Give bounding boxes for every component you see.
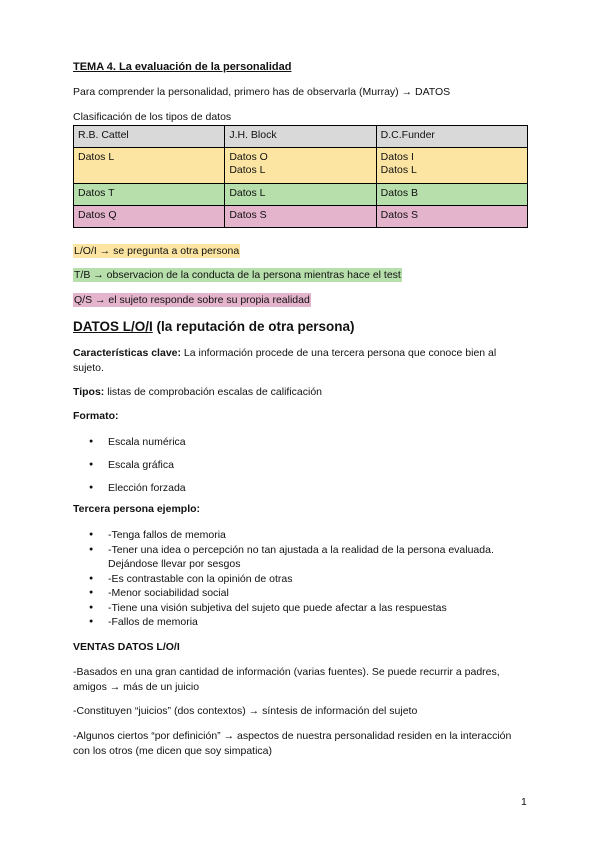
list-item: ● -Tenga fallos de memoria [73,528,528,543]
table-cell: Datos I Datos L [376,148,527,184]
ventas-paragraph-1: -Basados en una gran cantidad de información (varias fuentes). Se puede recurrir a padres, amigos → más de un juicio [73,666,500,693]
legend-qs: Q/S → el sujeto responde sobre su propia realidad [74,294,310,306]
ventas-label: VENTAS DATOS L/O/I [73,641,180,653]
caracteristicas-text: La información procede de una tercera persona que conoce bien al sujeto. [73,347,497,374]
document-title: TEMA 4. La evaluación de la personalidad [73,61,292,73]
table-cell: Datos T [74,184,225,206]
legend-lo: L/O/I → se pregunta a otra persona [74,245,240,257]
data-types-table [73,125,528,228]
intro-paragraph: Para comprender la personalidad, primero has de observarla (Murray) → DATOS [73,86,451,98]
table-header-cell: J.H. Block [225,126,376,148]
table-row [74,148,528,184]
ventas-paragraph-3: -Algunos ciertos “por definición” → aspectos de nuestra personalidad residen en la interacción con los otros (me dicen que soy simpatica) [73,730,512,757]
ventas-paragraph-2: -Constituyen “juicios” (dos contextos) → síntesis de información del sujeto [73,705,418,717]
table-cell: Datos B [376,184,527,206]
list-item: ● Escala numérica [73,435,528,450]
section-heading-sub: (la reputación de otra persona) [152,319,355,334]
tipos-paragraph [73,385,322,400]
list-item: ● Escala gráfica [73,458,528,473]
tercera-label: Tercera persona ejemplo: [73,503,201,515]
caracteristicas-label: Características clave: [73,347,181,359]
table-cell: Datos L [225,184,376,206]
classification-label: Clasificación de los tipos de datos [73,111,232,123]
tipos-label: Tipos: [73,386,105,398]
section-heading [73,319,355,334]
table-cell: Datos S [225,206,376,228]
table-header-cell: R.B. Cattel [74,126,225,148]
list-item: ● Elección forzada [73,481,528,496]
tercera-list [73,528,528,630]
list-item: ● -Es contrastable con la opinión de otras [73,572,528,587]
section-heading-main: DATOS L/O/I [73,319,153,334]
table-row [74,184,528,206]
formato-label: Formato: [73,410,119,422]
table-cell: Datos O Datos L [225,148,376,184]
tipos-text: listas de comprobación escalas de calificación [104,386,323,398]
formato-list [73,435,528,504]
list-item: ● -Tener una idea o percepción no tan ajustada a la realidad de la persona evaluada. Dejándose llevar por sesgos [73,543,528,572]
table-cell: Datos L [74,148,225,184]
table-cell: Datos S [376,206,527,228]
list-item: ● -Menor sociabilidad social [73,586,528,601]
list-item: ● -Tiene una visión subjetiva del sujeto que puede afectar a las respuestas [73,601,528,616]
table-header-cell: D.C.Funder [376,126,527,148]
table-cell: Datos Q [74,206,225,228]
table-header-row [74,126,528,148]
caracteristicas-paragraph [73,346,528,375]
list-item: ● -Fallos de memoria [73,615,528,630]
table-row [74,206,528,228]
page-number: 1 [521,796,527,808]
legend-tb: T/B → observacion de la conducta de la persona mientras hace el test [74,269,401,281]
